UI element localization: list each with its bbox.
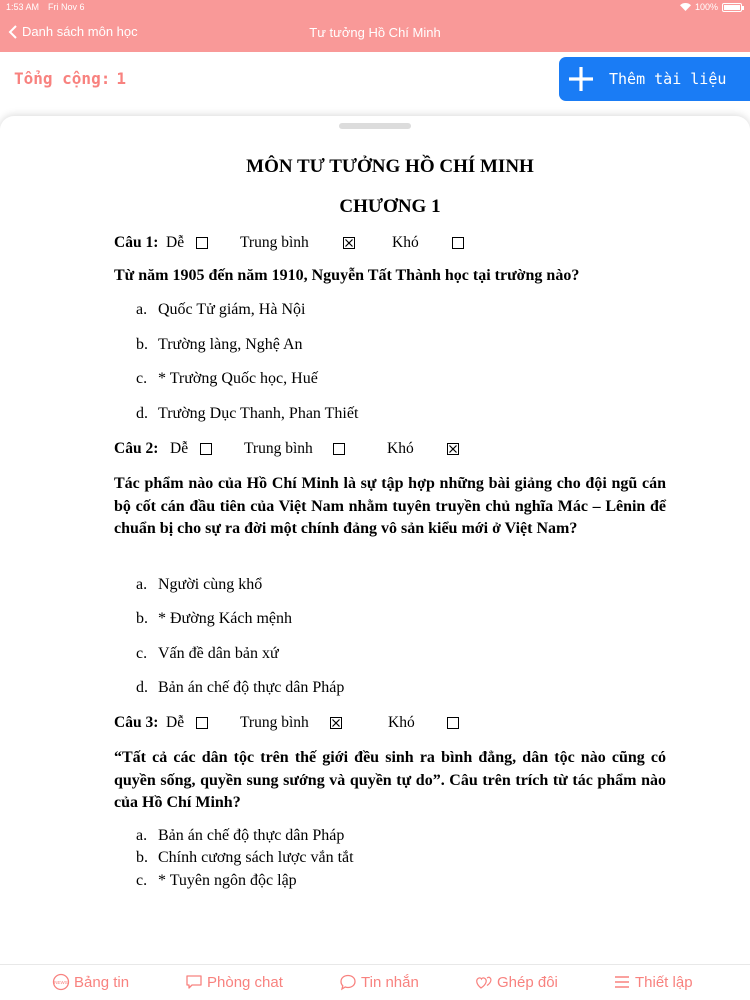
checkbox-easy[interactable] [200,443,212,455]
document-chapter: CHƯƠNG 1 [339,196,441,217]
answer-item: c. * Tuyên ngôn độc lập [136,872,297,889]
chat-room-icon [185,973,203,991]
tab-bar [0,964,750,1000]
answer-item: b. Chính cương sách lược vắn tắt [136,849,354,866]
answer-item: d. Trường Dục Thanh, Phan Thiết [136,405,359,422]
answer-item: b. Trường làng, Nghệ An [136,336,303,353]
answer-item: a. Bản án chế độ thực dân Pháp [136,827,345,844]
news-icon [52,973,70,991]
level-easy-label: Dễ [170,440,189,457]
total-value: 1 [116,69,126,88]
hearts-icon [475,973,493,991]
tab-match[interactable] [475,973,558,991]
total-label: Tổng cộng: [14,69,111,88]
difficulty-row [114,440,514,460]
plus-icon [563,61,599,97]
toolbar [0,52,750,116]
question-text: Từ năm 1905 đến năm 1910, Nguyễn Tất Thành học tại trường nào? [114,267,580,284]
message-icon [339,973,357,991]
tab-news[interactable] [52,973,129,991]
difficulty-row [114,234,514,254]
question-label: Câu 2: [114,440,159,457]
answer-item: b. * Đường Kách mệnh [136,610,292,627]
total-count [14,69,126,88]
sheet-grabber[interactable] [339,123,411,129]
status-time: 1:53 AM [6,2,40,12]
x-mark-icon [344,238,354,248]
level-hard-label: Khó [388,714,415,731]
question-label: Câu 1: [114,234,159,251]
document-sheet[interactable] [0,116,750,964]
status-date: Fri Nov 6 [48,2,85,12]
battery-percent: 100% [694,2,718,12]
level-hard-label: Khó [392,234,419,251]
tab-chat-room-label: Phòng chat [207,973,283,991]
level-easy-label: Dễ [166,234,185,251]
level-medium-label: Trung bình [244,440,313,457]
checkbox-medium[interactable] [343,237,355,249]
tab-match-label: Ghép đôi [497,973,558,991]
level-medium-label: Trung bình [240,714,309,731]
status-bar [0,0,750,14]
question-label: Câu 3: [114,714,159,731]
checkbox-easy[interactable] [196,237,208,249]
question-text: Tác phẩm nào của Hồ Chí Minh là sự tập hợp những bài giảng cho đội ngũ cán bộ cốt cán đầu tiên của Việt Nam nhằm tuyên truyền chủ nghĩa Mác – Lênin để chuẩn bị cho sự ra đời một chính đảng vô sản kiểu mới ở Việt Nam? [114,475,666,537]
checkbox-hard[interactable] [447,717,459,729]
answer-item: c. Vấn đề dân bản xứ [136,645,279,662]
tab-settings-label: Thiết lập [635,973,693,991]
svg-text:NEWS: NEWS [54,980,68,985]
x-mark-icon [331,718,341,728]
nav-bar [0,14,750,52]
battery-icon [722,3,742,12]
wifi-icon [680,3,691,11]
tab-news-label: Bảng tin [74,973,130,991]
checkbox-medium[interactable] [330,717,342,729]
menu-icon [613,973,631,991]
x-mark-icon [448,444,458,454]
level-hard-label: Khó [387,440,414,457]
answer-item: c. * Trường Quốc học, Huế [136,370,318,387]
tab-settings[interactable] [613,973,693,991]
checkbox-easy[interactable] [196,717,208,729]
level-easy-label: Dễ [166,714,185,731]
checkbox-hard[interactable] [452,237,464,249]
tab-messages[interactable] [339,973,419,991]
level-medium-label: Trung bình [240,234,309,251]
answer-item: a. Người cùng khổ [136,576,263,593]
add-document-label: Thêm tài liệu [609,70,727,88]
tab-chat-room[interactable] [185,973,283,991]
checkbox-hard[interactable] [447,443,459,455]
add-document-button[interactable] [559,57,750,101]
difficulty-row [114,714,514,734]
answer-item: a. Quốc Tử giám, Hà Nội [136,301,306,318]
answer-item: d. Bản án chế độ thực dân Pháp [136,679,345,696]
page-title: Tư tưởng Hồ Chí Minh [309,25,441,40]
status-right [680,2,742,12]
checkbox-medium[interactable] [333,443,345,455]
back-label: Danh sách môn học [22,24,138,39]
document-title: MÔN TƯ TƯỞNG HỒ CHÍ MINH [246,156,534,177]
tab-messages-label: Tin nhắn [361,973,419,991]
question-text: “Tất cả các dân tộc trên thế giới đều sinh ra bình đẳng, dân tộc nào cũng có quyền sống, quyền sung sướng và quyền tự do”. Câu trên trích từ tác phẩm nào của Hồ Chí Minh? [114,749,666,811]
